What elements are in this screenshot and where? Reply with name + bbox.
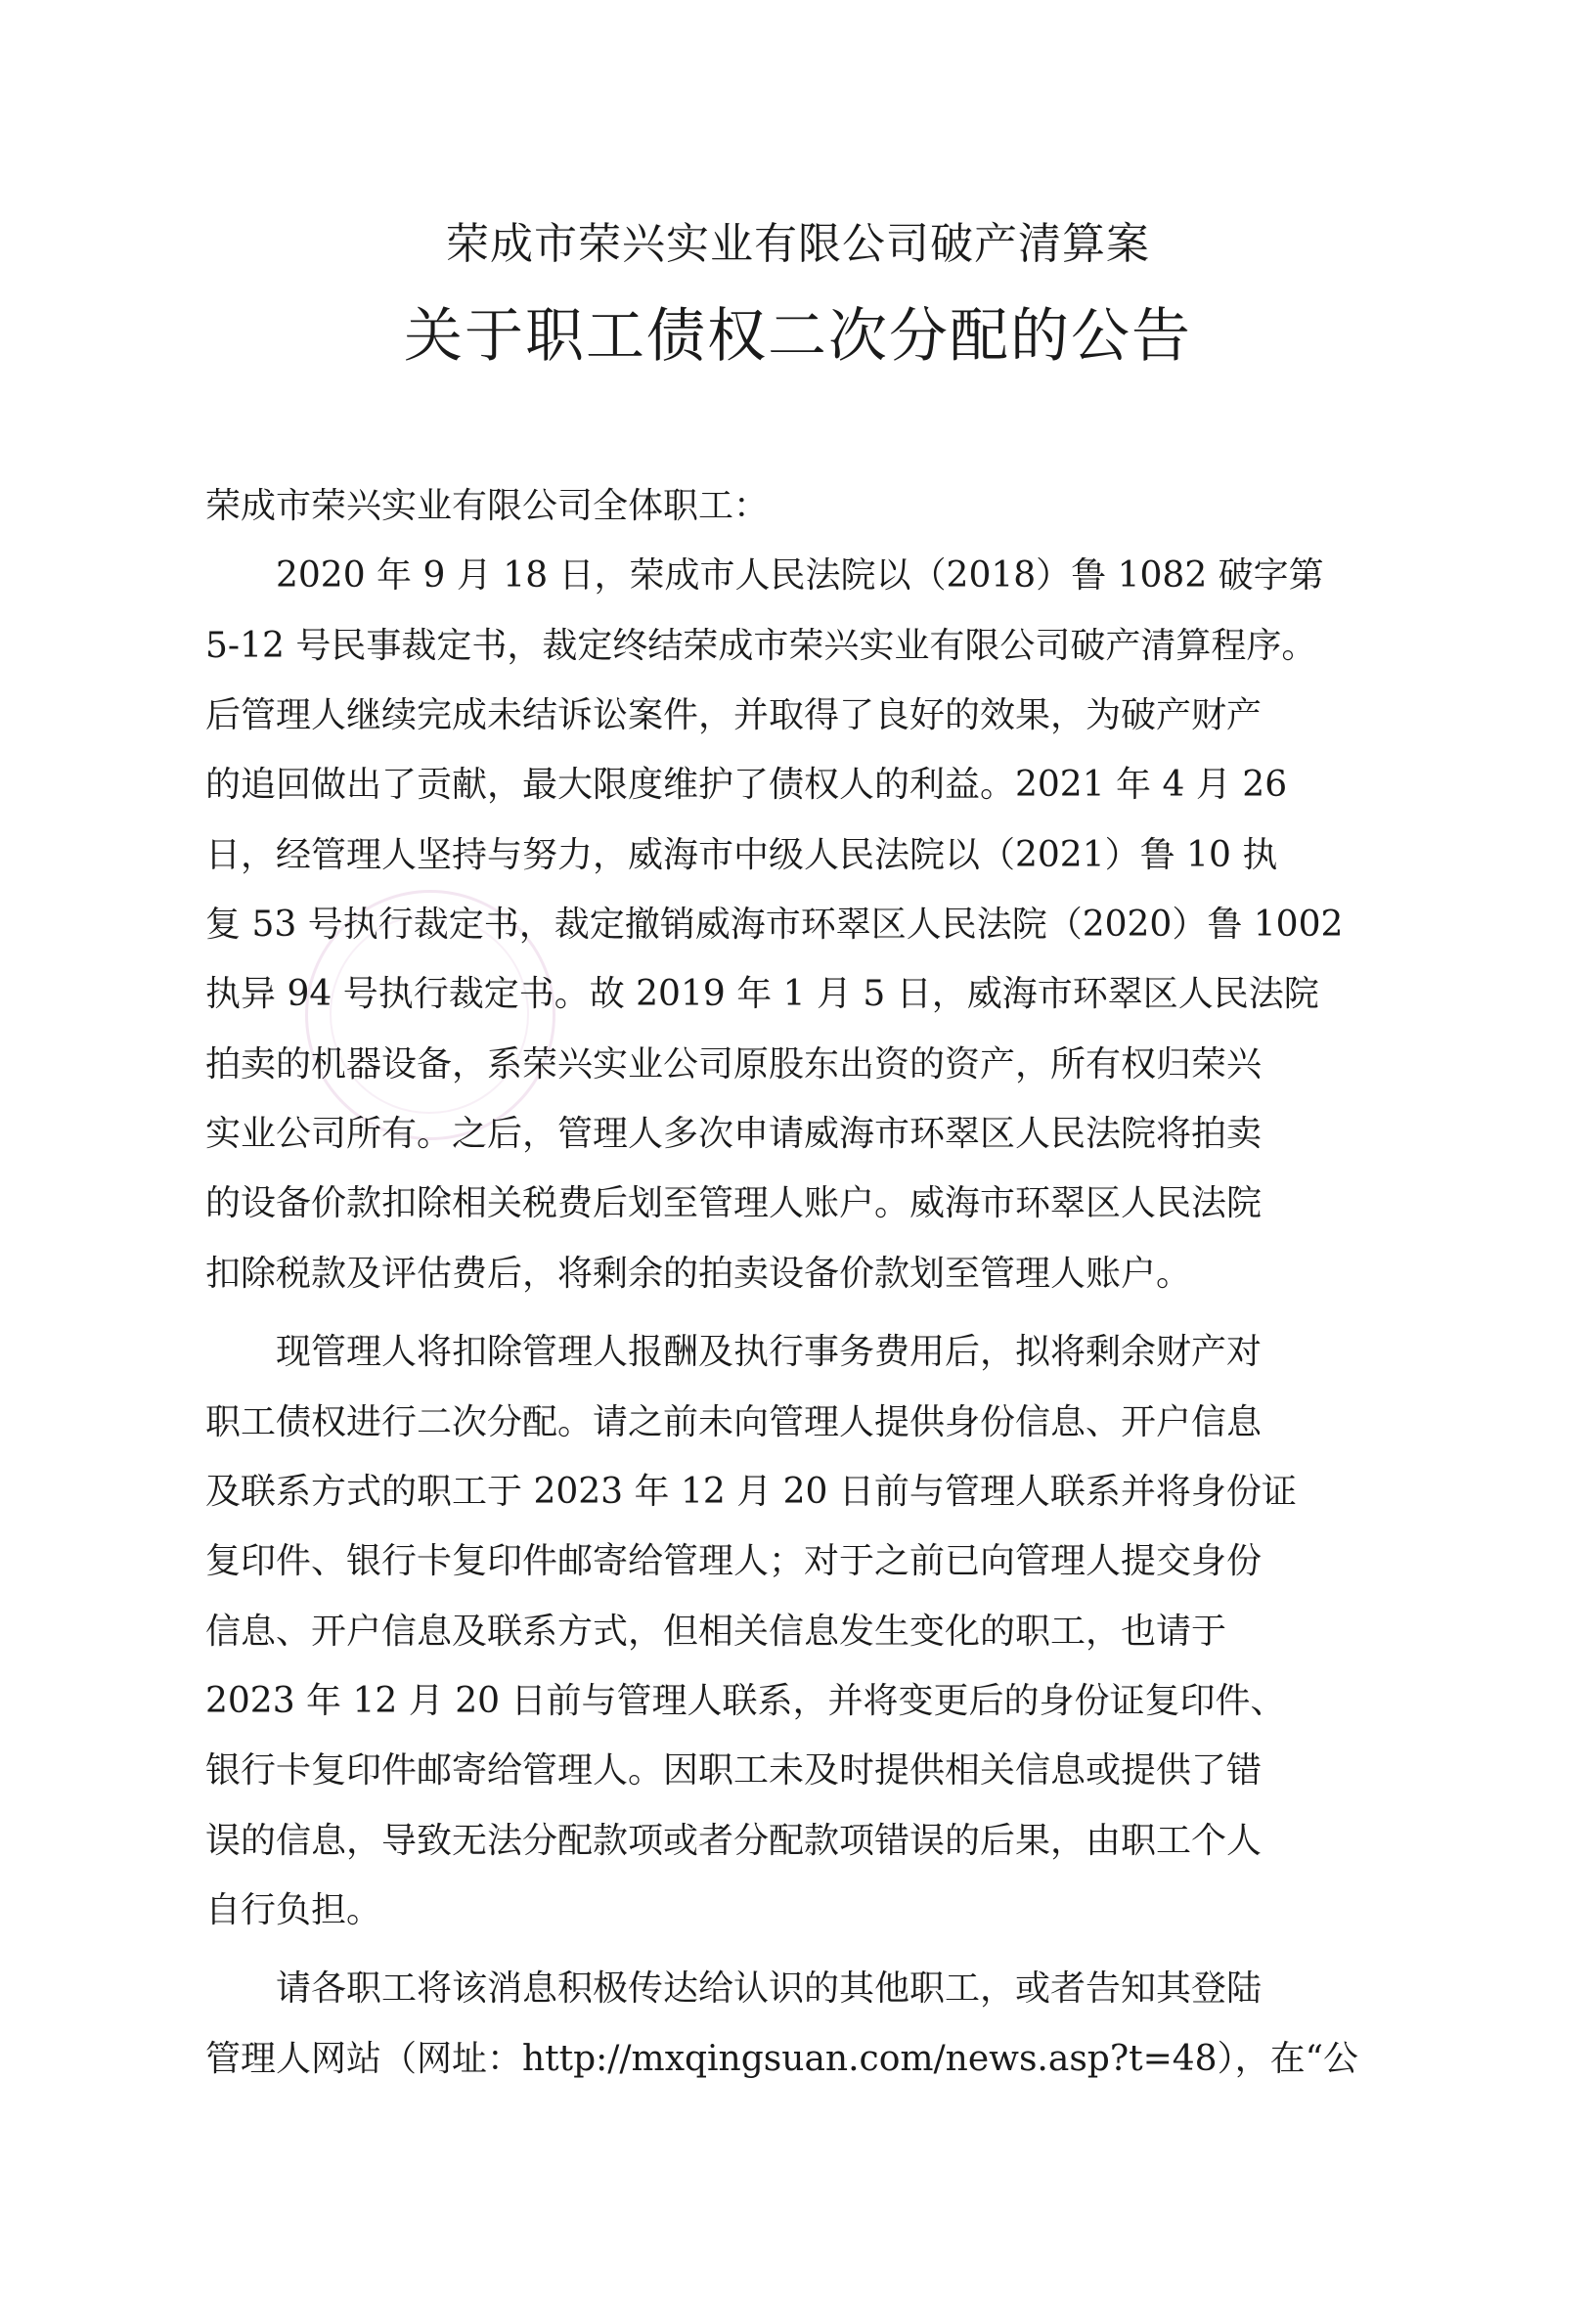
paragraph-line: 执异 94 号执行裁定书。故 2019 年 1 月 5 日，威海市环翠区人民法院 [205,974,1319,1014]
paragraph-line: 误的信息，导致无法分配款项或者分配款项错误的后果，由职工个人 [205,1821,1263,1861]
addressee-line: 荣成市荣兴实业有限公司全体职工： [205,486,770,526]
paragraph-line: 拍卖的机器设备，系荣兴实业公司原股东出资的资产，所有权归荣兴 [205,1044,1263,1084]
paragraph-line: 现管理人将扣除管理人报酬及执行事务费用后，拟将剩余财产对 [276,1332,1263,1372]
document-title: 关于职工债权二次分配的公告 [404,302,1192,371]
paragraph-line: 2023 年 12 月 20 日前与管理人联系，并将变更后的身份证复印件、 [205,1681,1286,1721]
paragraph-line: 职工债权进行二次分配。请之前未向管理人提供身份信息、开户信息 [205,1402,1263,1442]
paragraph-line: 自行负担。 [205,1890,382,1930]
document-subtitle: 荣成市荣兴实业有限公司破产清算案 [446,219,1150,269]
paragraph-line: 信息、开户信息及联系方式，但相关信息发生变化的职工，也请于 [205,1612,1227,1652]
paragraph-line: 及联系方式的职工于 2023 年 12 月 20 日前与管理人联系并将身份证 [205,1472,1297,1512]
paragraph-line: 5-12 号民事裁定书，裁定终结荣成市荣兴实业有限公司破产清算程序。 [205,626,1317,666]
paragraph-line: 日，经管理人坚持与努力，威海市中级人民法院以（2021）鲁 10 执 [205,835,1278,875]
paragraph-line: 复 53 号执行裁定书，裁定撤销威海市环翠区人民法院（2020）鲁 1002 [205,905,1344,945]
paragraph-line: 扣除税款及评估费后，将剩余的拍卖设备价款划至管理人账户。 [205,1254,1192,1294]
paragraph-line: 实业公司所有。之后，管理人多次申请威海市环翠区人民法院将拍卖 [205,1114,1263,1154]
paragraph-line: 管理人网站（网址：http://mxqingsuan.com/news.asp?t=48），在“公 [205,2039,1358,2079]
paragraph-line: 2020 年 9 月 18 日，荣成市人民法院以（2018）鲁 1082 破字第 [276,555,1324,596]
paragraph-line: 的设备价款扣除相关税费后划至管理人账户。威海市环翠区人民法院 [205,1183,1263,1223]
paragraph-line: 的追回做出了贡献，最大限度维护了债权人的利益。2021 年 4 月 26 [205,765,1288,805]
paragraph-line: 银行卡复印件邮寄给管理人。因职工未及时提供相关信息或提供了错 [205,1750,1263,1791]
paragraph-line: 请各职工将该消息积极传达给认识的其他职工，或者告知其登陆 [276,1968,1263,2009]
paragraph-line: 后管理人继续完成未结诉讼案件，并取得了良好的效果，为破产财产 [205,695,1263,735]
paragraph-line: 复印件、银行卡复印件邮寄给管理人；对于之前已向管理人提交身份 [205,1541,1263,1581]
